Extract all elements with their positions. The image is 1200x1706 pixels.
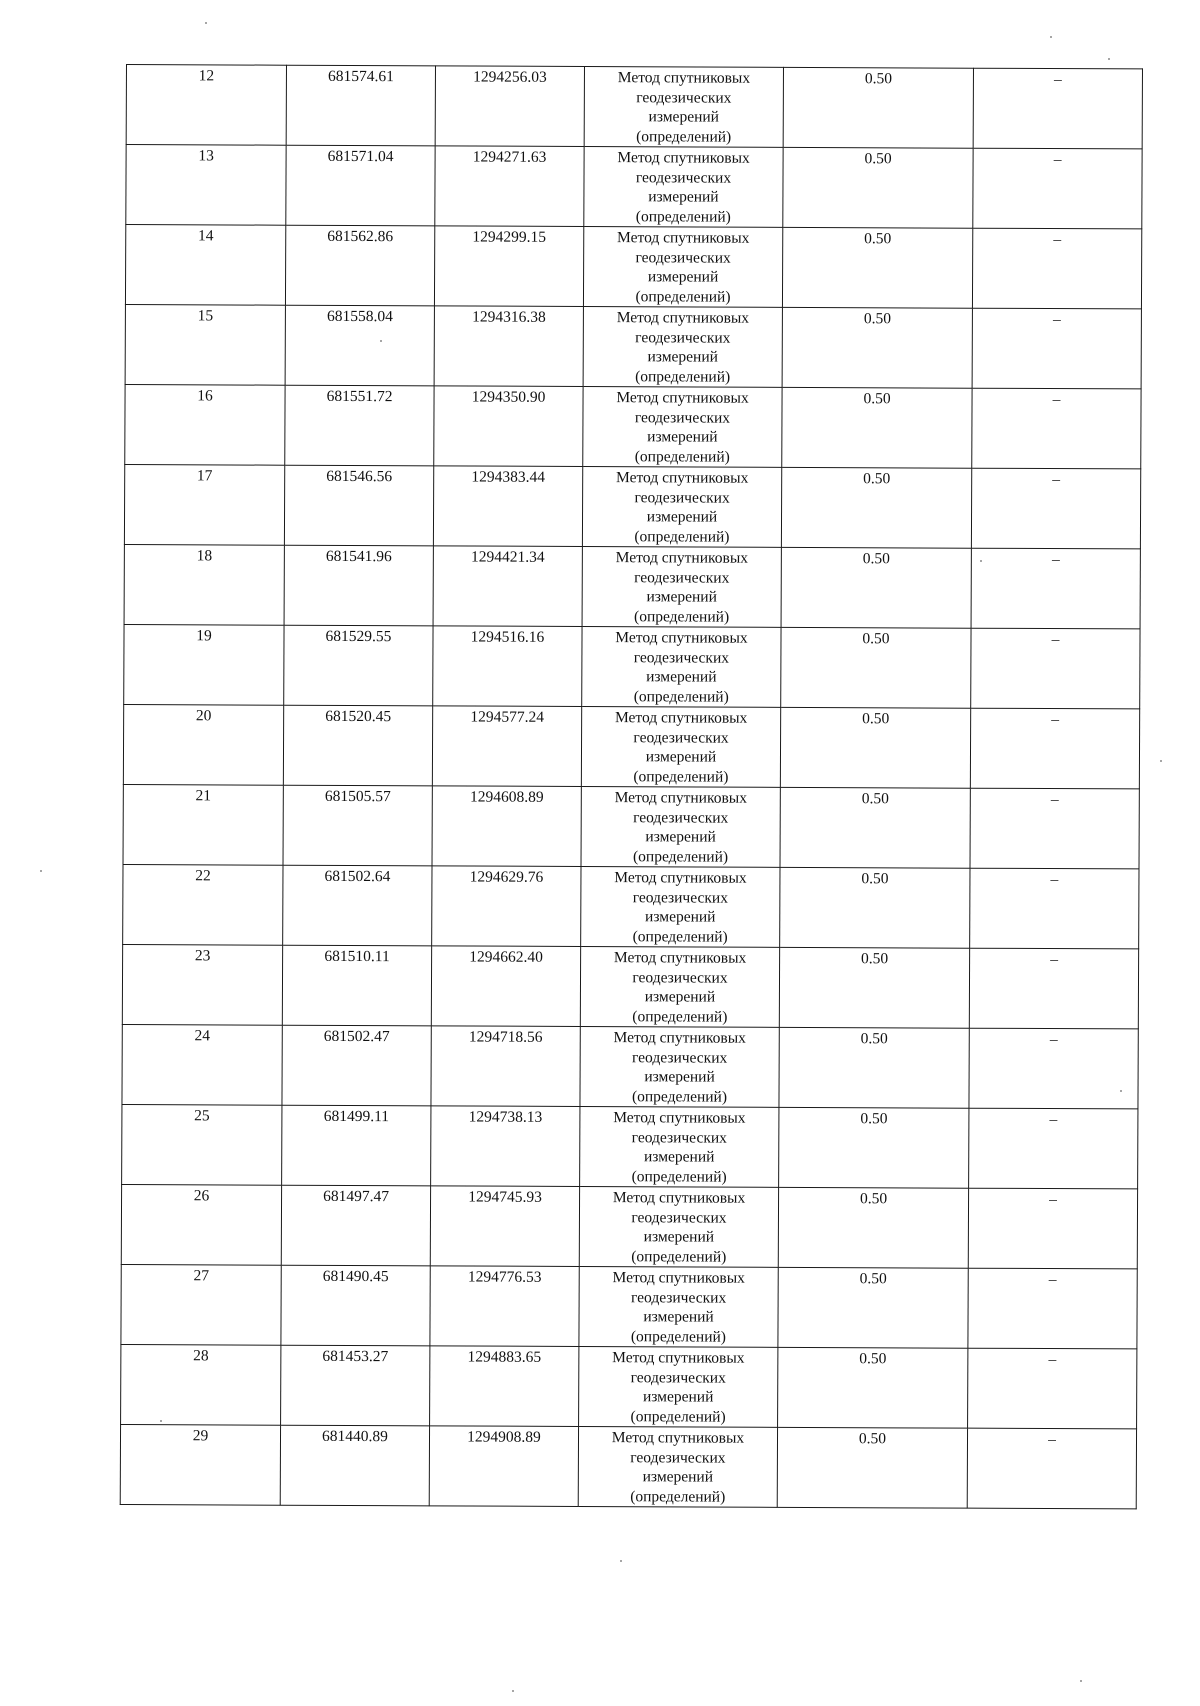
method-text-line: (определений) (630, 1487, 726, 1506)
accuracy-cell: 0.50 (781, 547, 971, 628)
accuracy-cell: 0.50 (780, 867, 970, 948)
accuracy-cell: 0.50 (781, 627, 971, 708)
method-cell (579, 1186, 778, 1267)
accuracy-cell: 0.50 (778, 1267, 968, 1348)
coordinates-table-body (120, 65, 1142, 1509)
method-text-line: измерений (646, 508, 718, 526)
method-text-line: (определений) (631, 1247, 727, 1266)
method-text-line: геодезических (632, 888, 729, 907)
x-coordinate-cell: 681562.86 (285, 225, 434, 306)
point-number-cell: 12 (126, 65, 286, 146)
method-text-line: геодезических (631, 1208, 727, 1227)
table-row (126, 145, 1142, 229)
method-text-line: Метод спутниковых (616, 309, 750, 327)
point-number-cell: 14 (125, 225, 285, 306)
x-coordinate-cell: 681558.04 (285, 305, 434, 386)
table-row (120, 1424, 1136, 1508)
method-text-line: (определений) (634, 447, 730, 466)
accuracy-cell: 0.50 (782, 387, 972, 468)
method-text-line: измерений (646, 588, 717, 606)
point-number-cell: 13 (126, 145, 286, 226)
scan-speck (980, 560, 982, 562)
method-text-line: измерений (645, 908, 716, 926)
accuracy-cell: 0.50 (778, 1187, 968, 1268)
table-row (125, 304, 1141, 388)
method-text-line: (определений) (630, 1327, 727, 1346)
point-number-cell: 28 (121, 1344, 281, 1425)
y-coordinate-cell: 1294350.90 (434, 386, 583, 467)
method-text-line: Метод спутниковых (616, 389, 749, 407)
table-row (123, 864, 1139, 948)
method-cell (584, 146, 783, 227)
scan-speck (1108, 58, 1110, 60)
method-text-line: Метод спутниковых (614, 789, 748, 807)
method-text-line: геодезических (634, 488, 730, 507)
method-text-line: геодезических (635, 248, 731, 267)
method-text-line: измерений (644, 1068, 715, 1086)
method-text-line: измерений (648, 108, 720, 126)
coordinates-table (120, 64, 1143, 1509)
method-text-line: (определений) (632, 1007, 728, 1026)
method-cell (579, 1266, 778, 1347)
point-number-cell: 19 (124, 624, 284, 705)
scan-speck (205, 22, 207, 24)
scan-speck (1050, 36, 1052, 38)
y-coordinate-cell: 1294662.40 (431, 946, 580, 1027)
y-coordinate-cell: 1294421.34 (433, 546, 582, 627)
y-coordinate-cell: 1294883.65 (430, 1346, 579, 1427)
y-coordinate-cell: 1294256.03 (435, 66, 584, 147)
method-cell (579, 1346, 778, 1427)
scan-speck (620, 1560, 622, 1562)
table-row (123, 704, 1139, 788)
method-text-line: Метод спутниковых (617, 69, 751, 87)
point-number-cell: 23 (122, 944, 282, 1025)
method-text-line: (определений) (633, 767, 729, 786)
method-text-line: Метод спутниковых (614, 709, 748, 727)
method-text-line: (определений) (635, 287, 731, 306)
method-text-line: (определений) (636, 127, 732, 146)
table-row (124, 464, 1140, 548)
method-text-line: (определений) (632, 927, 728, 946)
method-text-line: измерений (644, 988, 716, 1006)
method-text-line: геодезических (635, 168, 732, 187)
table-row (124, 624, 1140, 708)
point-number-cell: 27 (121, 1264, 281, 1345)
method-text-line: геодезических (630, 1368, 726, 1387)
extra-cell: – (972, 228, 1141, 309)
point-number-cell: 16 (125, 384, 285, 465)
y-coordinate-cell: 1294299.15 (434, 226, 583, 307)
accuracy-cell: 0.50 (779, 1027, 969, 1108)
method-text-line: Метод спутниковых (615, 629, 748, 647)
method-text-line: измерений (643, 1228, 715, 1246)
extra-cell: – (972, 388, 1141, 469)
x-coordinate-cell: 681499.11 (282, 1105, 431, 1186)
method-text-line: (определений) (635, 367, 731, 386)
method-cell (582, 546, 781, 627)
point-number-cell: 26 (121, 1184, 281, 1265)
method-text-line: измерений (647, 428, 718, 446)
method-cell (584, 67, 783, 148)
extra-cell: – (972, 308, 1141, 389)
accuracy-cell: 0.50 (779, 1107, 969, 1188)
point-number-cell: 25 (122, 1104, 282, 1185)
accuracy-cell: 0.50 (780, 787, 970, 868)
extra-cell: – (973, 148, 1142, 229)
point-number-cell: 29 (120, 1424, 280, 1505)
accuracy-cell: 0.50 (782, 227, 972, 308)
y-coordinate-cell: 1294738.13 (431, 1106, 580, 1187)
method-text-line: измерений (648, 188, 719, 206)
extra-cell: – (970, 708, 1139, 789)
y-coordinate-cell: 1294316.38 (434, 306, 583, 387)
method-text-line: (определений) (631, 1087, 728, 1106)
x-coordinate-cell: 681497.47 (281, 1185, 430, 1266)
accuracy-cell: 0.50 (780, 707, 970, 788)
x-coordinate-cell: 681502.47 (282, 1025, 431, 1106)
table-row (121, 1344, 1137, 1428)
accuracy-cell: 0.50 (779, 947, 969, 1028)
x-coordinate-cell: 681571.04 (286, 145, 435, 226)
accuracy-cell: 0.50 (778, 1347, 968, 1428)
accuracy-cell: 0.50 (777, 1427, 967, 1508)
method-text-line: геодезических (633, 728, 729, 747)
table-row (122, 944, 1138, 1028)
x-coordinate-cell: 681520.45 (283, 705, 432, 786)
x-coordinate-cell: 681502.64 (283, 865, 432, 946)
x-coordinate-cell: 681541.96 (284, 545, 433, 626)
accuracy-cell: 0.50 (783, 147, 973, 228)
extra-cell: – (971, 628, 1140, 709)
method-text-line: (определений) (635, 207, 731, 226)
method-text-line: (определений) (634, 607, 730, 626)
y-coordinate-cell: 1294745.93 (430, 1186, 579, 1267)
method-cell (580, 1026, 779, 1107)
extra-cell: – (971, 468, 1140, 549)
method-text-line: измерений (646, 668, 717, 686)
method-text-line: измерений (643, 1148, 715, 1166)
method-text-line: измерений (645, 828, 716, 846)
method-text-line: Метод спутниковых (613, 949, 747, 967)
method-text-line: измерений (642, 1468, 714, 1486)
method-text-line: (определений) (633, 687, 729, 706)
method-text-line: Метод спутниковых (612, 1349, 745, 1367)
extra-cell: – (973, 68, 1142, 149)
scan-speck (1080, 1680, 1082, 1682)
x-coordinate-cell: 681551.72 (285, 385, 434, 466)
table-row (125, 384, 1141, 468)
method-text-line: Метод спутниковых (617, 149, 750, 167)
method-text-line: геодезических (632, 968, 728, 987)
table-row (122, 1024, 1138, 1108)
scan-speck (1120, 1090, 1122, 1092)
method-text-line: измерений (647, 268, 719, 286)
method-text-line: геодезических (631, 1128, 727, 1147)
scan-speck (512, 1690, 514, 1692)
y-coordinate-cell: 1294577.24 (432, 706, 581, 787)
x-coordinate-cell: 681510.11 (282, 945, 431, 1026)
point-number-cell: 18 (124, 544, 284, 625)
extra-cell: – (968, 1188, 1137, 1269)
x-coordinate-cell: 681529.55 (284, 625, 433, 706)
method-text-line: геодезических (634, 568, 730, 587)
extra-cell: – (969, 1028, 1138, 1109)
method-text-line: (определений) (630, 1407, 726, 1426)
accuracy-cell: 0.50 (783, 67, 973, 148)
method-text-line: Метод спутниковых (612, 1189, 746, 1207)
method-text-line: (определений) (634, 527, 730, 546)
scan-speck (160, 1420, 162, 1422)
extra-cell: – (967, 1428, 1136, 1509)
method-text-line: геодезических (633, 808, 729, 827)
method-text-line: геодезических (634, 408, 731, 427)
method-text-line: Метод спутниковых (613, 1109, 746, 1127)
x-coordinate-cell: 681490.45 (281, 1265, 430, 1346)
point-number-cell: 21 (123, 784, 283, 865)
accuracy-cell: 0.50 (781, 467, 971, 548)
y-coordinate-cell: 1294608.89 (432, 786, 581, 867)
method-text-line: Метод спутниковых (614, 869, 747, 887)
method-text-line: измерений (647, 348, 718, 366)
method-text-line: Метод спутниковых (613, 1029, 746, 1047)
scan-speck (40, 870, 42, 872)
y-coordinate-cell: 1294629.76 (432, 866, 581, 947)
method-cell (583, 386, 782, 467)
method-text-line: Метод спутниковых (612, 1269, 745, 1287)
point-number-cell: 22 (123, 864, 283, 945)
x-coordinate-cell: 681505.57 (283, 785, 432, 866)
table-row (122, 1104, 1138, 1188)
y-coordinate-cell: 1294383.44 (433, 466, 582, 547)
point-number-cell: 17 (124, 464, 284, 545)
method-text-line: геодезических (630, 1288, 727, 1307)
extra-cell: – (969, 1108, 1138, 1189)
table-row (126, 65, 1142, 149)
method-text-line: геодезических (633, 648, 730, 667)
x-coordinate-cell: 681574.61 (286, 65, 435, 146)
method-text-line: Метод спутниковых (615, 469, 749, 487)
scan-speck (1160, 760, 1162, 762)
method-cell (582, 466, 781, 547)
y-coordinate-cell: 1294271.63 (435, 146, 584, 227)
method-cell (580, 1106, 779, 1187)
extra-cell: – (968, 1268, 1137, 1349)
scan-speck (380, 340, 382, 342)
method-cell (580, 946, 779, 1027)
extra-cell: – (971, 548, 1140, 629)
method-cell (581, 786, 780, 867)
table-row (121, 1264, 1137, 1348)
extra-cell: – (970, 788, 1139, 869)
point-number-cell: 15 (125, 304, 285, 385)
extra-cell: – (968, 1348, 1137, 1429)
y-coordinate-cell: 1294776.53 (430, 1266, 579, 1347)
point-number-cell: 24 (122, 1024, 282, 1105)
method-text-line: измерений (643, 1308, 714, 1326)
method-text-line: измерений (642, 1388, 714, 1406)
method-text-line: геодезических (630, 1448, 726, 1467)
y-coordinate-cell: 1294908.89 (429, 1426, 578, 1507)
extra-cell: – (970, 868, 1139, 949)
method-text-line: Метод спутниковых (617, 229, 750, 247)
x-coordinate-cell: 681546.56 (284, 465, 433, 546)
extra-cell: – (969, 948, 1138, 1029)
table-row (125, 225, 1141, 309)
table-row (123, 784, 1139, 868)
table-row (124, 544, 1140, 628)
method-cell (583, 226, 782, 307)
method-text-line: измерений (645, 748, 717, 766)
y-coordinate-cell: 1294516.16 (433, 626, 582, 707)
method-cell (583, 306, 782, 387)
method-text-line: геодезических (632, 1048, 728, 1067)
method-text-line: (определений) (631, 1167, 727, 1186)
method-cell (578, 1426, 777, 1507)
method-text-line: Метод спутниковых (611, 1429, 745, 1447)
method-text-line: геодезических (635, 328, 731, 347)
method-text-line: Метод спутниковых (615, 549, 749, 567)
point-number-cell: 20 (123, 704, 283, 785)
x-coordinate-cell: 681440.89 (280, 1425, 429, 1506)
table-row (121, 1184, 1137, 1268)
x-coordinate-cell: 681453.27 (281, 1345, 430, 1426)
accuracy-cell: 0.50 (782, 307, 972, 388)
method-text-line: (определений) (632, 847, 729, 866)
method-cell (581, 866, 780, 947)
method-cell (582, 626, 781, 707)
method-text-line: геодезических (636, 88, 732, 107)
y-coordinate-cell: 1294718.56 (431, 1026, 580, 1107)
method-cell (581, 706, 780, 787)
